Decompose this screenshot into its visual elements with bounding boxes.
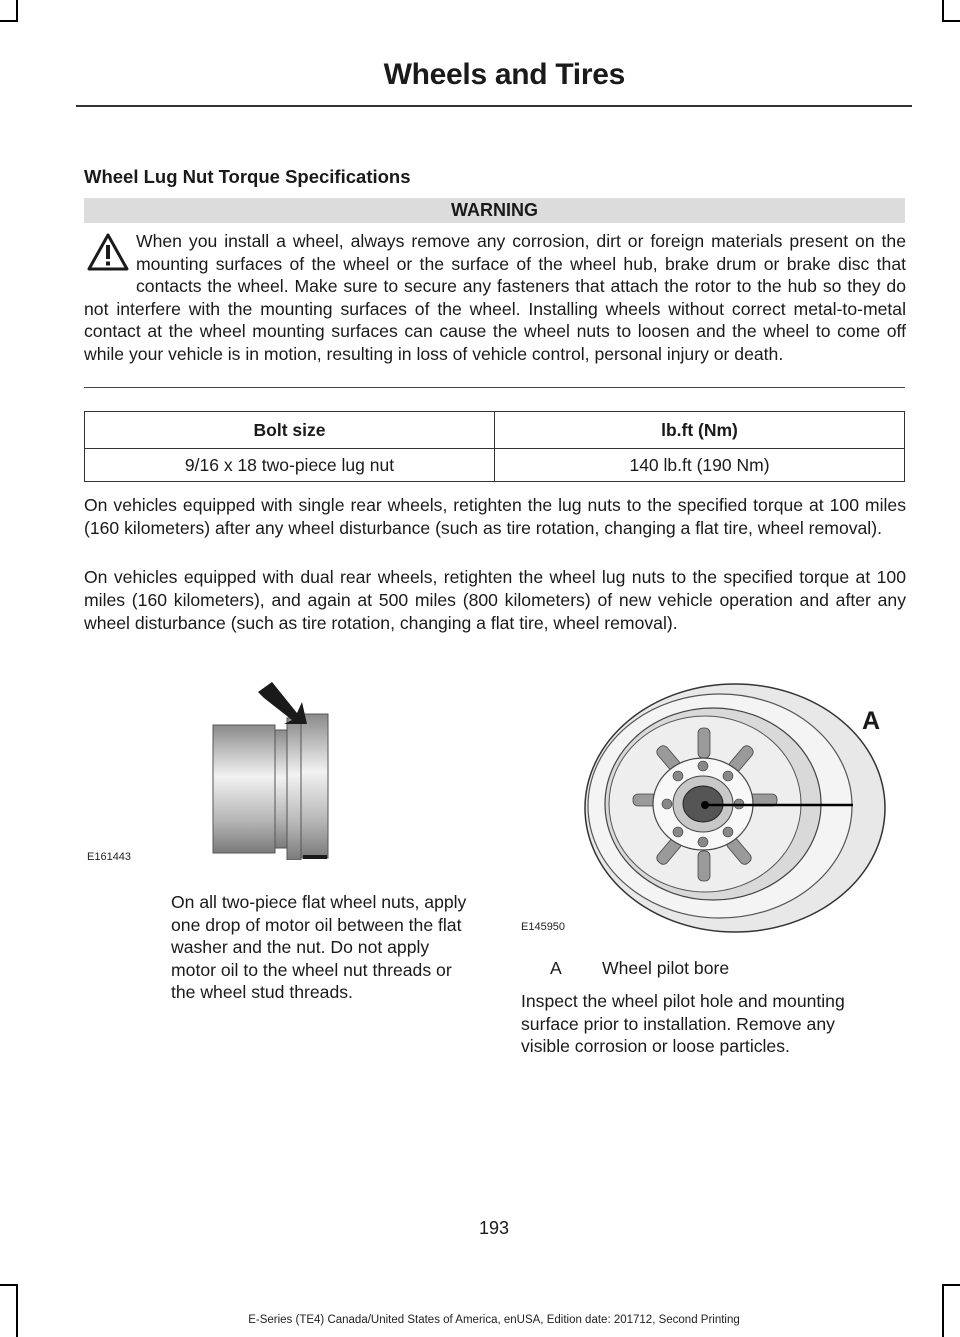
table-cell: 9/16 x 18 two-piece lug nut: [85, 449, 495, 482]
warning-label: WARNING: [84, 198, 905, 223]
crop-mark: [942, 0, 944, 22]
warning-divider: [84, 387, 905, 388]
warning-text: When you install a wheel, always remove any corrosion, dirt or foreign materials present on the mounting surfaces of the wheel or the surface of the wheel hub, brake drum or brake disc that contacts the wheel. Make sure to secure any fasteners that attach the rotor to the hub so they do not interfere with the mounting surfaces of the wheel. Installing wheels without correct metal-to-metal contact at the wheel mounting surfaces can cause the wheel nuts to loosen and the wheel to come off while your vehicle is in motion, resulting in loss of vehicle control, personal injury or death.: [84, 231, 906, 364]
figure-id: E145950: [521, 921, 566, 933]
table-row: [85, 449, 905, 482]
table-cell: 140 lb.ft (190 Nm): [495, 449, 905, 482]
section-heading: Wheel Lug Nut Torque Specifications: [84, 166, 411, 187]
page-number: 193: [478, 1218, 510, 1238]
table-header-cell: lb.ft (Nm): [495, 412, 905, 449]
dual-rear-wheel-paragraph: On vehicles equipped with dual rear wheels, retighten the wheel lug nuts to the specified torque at 100 miles (160 kilometers), and again at 500 miles (800 kilometers) of new vehicle operation and after any wheel disturbance (such as tire rotation, changing a flat tire, wheel removal).: [84, 567, 906, 633]
key-letter: A: [550, 958, 562, 978]
crop-mark: [16, 1284, 18, 1337]
warning-text-block: [84, 230, 906, 365]
crop-mark: [942, 1284, 960, 1286]
crop-mark: [0, 20, 18, 22]
header-divider: [76, 105, 912, 107]
lug-nut-oil-note: On all two-piece flat wheel nuts, apply one drop of motor oil between the flat washer and the nut. Do not apply motor oil to the wheel nut threads or the wheel stud threads.: [171, 892, 467, 1002]
crop-mark: [16, 0, 18, 22]
key-description: Wheel pilot bore: [602, 958, 730, 978]
crop-mark: [942, 20, 960, 22]
callout-letter: A: [862, 707, 881, 735]
lug-nut-illustration: [200, 680, 340, 860]
wheel-illustration: [575, 676, 895, 936]
single-rear-wheel-paragraph: On vehicles equipped with single rear wheels, retighten the lug nuts to the specified torque at 100 miles (160 kilometers) after any wheel disturbance (such as tire rotation, changing a flat tire, wheel removal).: [84, 495, 906, 538]
footer-edition: E-Series (TE4) Canada/United States of America, enUSA, Edition date: 201712, Second Printing: [248, 1314, 740, 1326]
crop-mark: [0, 1284, 18, 1286]
table-header-cell: Bolt size: [85, 412, 495, 449]
figure-id: E161443: [87, 851, 132, 863]
page-title: Wheels and Tires: [383, 58, 625, 91]
inspect-instructions: Inspect the wheel pilot hole and mounting surface prior to installation. Remove any visible corrosion or loose particles.: [521, 991, 845, 1056]
table-header-row: [85, 412, 905, 449]
torque-spec-table: [84, 411, 905, 482]
crop-mark: [942, 1284, 944, 1337]
